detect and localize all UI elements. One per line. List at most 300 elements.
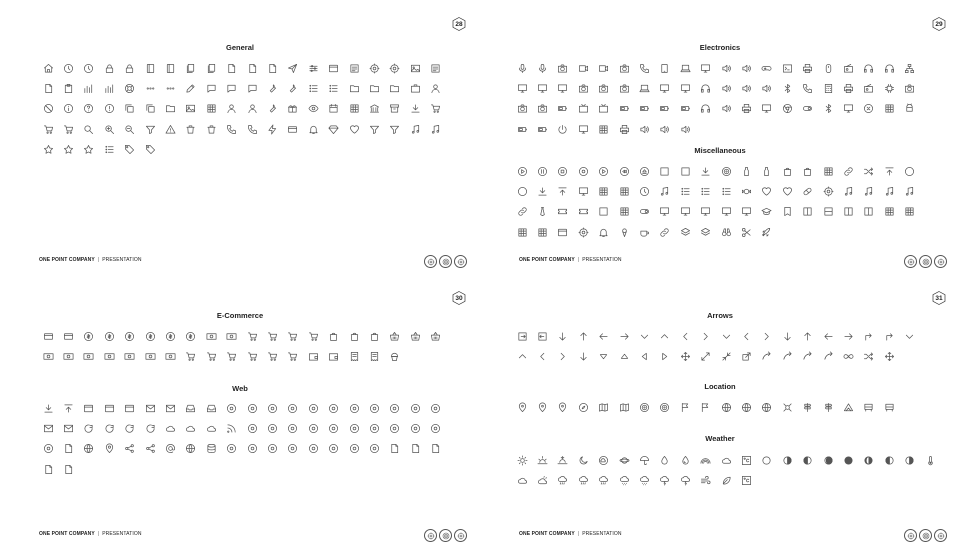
file-icon [222,58,242,78]
money-icon [79,346,99,366]
social-icon [262,398,282,418]
eject-icon [634,161,654,181]
social-icon [242,418,262,438]
celsius-icon [736,450,756,470]
footer-company: ONE POINT COMPANY [519,257,575,263]
phone-icon [242,119,262,139]
calculator-icon [818,78,838,98]
monitor-icon [532,78,552,98]
bus-icon [879,397,899,417]
tv-icon [573,99,593,119]
chat-icon [222,78,242,98]
warning-icon [160,119,180,139]
grid-icon [818,161,838,181]
cloud-snow-icon [614,470,634,490]
lock-icon [120,58,140,78]
inbox-icon [201,398,221,418]
target-icon [634,397,654,417]
chevron-left-icon [532,346,552,366]
tri-up-icon [614,346,634,366]
coin-icon [120,326,140,346]
bank-icon [364,99,384,119]
footer-subtitle: PRESENTATION [102,257,142,263]
section-title-arrows: Arrows [707,311,733,320]
bag-icon [797,161,817,181]
brand-logo-icon [454,529,467,542]
grid-icon [344,99,364,119]
monitor-icon [716,202,736,222]
list-icon [675,181,695,201]
celsius-icon [736,470,756,490]
page-number: 30 [455,294,463,302]
page-number: 31 [935,294,943,302]
brand-logo-icon [424,255,437,268]
social-icon [405,398,425,418]
moon-g2-icon [859,450,879,470]
coin-icon [79,326,99,346]
folder-icon [385,78,405,98]
bottle-icon [736,161,756,181]
arrow-up-icon [797,326,817,346]
user-icon [242,99,262,119]
brand-logo-icon [904,255,917,268]
speaker-icon [716,78,736,98]
gift-icon [283,99,303,119]
video-icon [573,58,593,78]
move-icon [879,346,899,366]
refresh-icon [79,418,99,438]
social-icon [364,439,384,459]
list-icon [303,78,323,98]
footer-separator: | [577,257,580,263]
chevron-right-icon [696,326,716,346]
brand-logo-icon [919,255,932,268]
raindrop-icon [675,450,695,470]
window-icon [99,398,119,418]
turn-icon [859,326,879,346]
cart-icon [303,326,323,346]
link-icon [512,202,532,222]
chevron-down-icon [899,326,919,346]
file-icon [58,459,78,479]
grid-icon [879,99,899,119]
brand-logo-icon [439,255,452,268]
folder-icon [344,78,364,98]
social-icon [262,418,282,438]
moon-half-icon [797,450,817,470]
grid-icon [614,181,634,201]
money-icon [120,346,140,366]
satellite-icon [777,397,797,417]
arrow-down-icon [777,326,797,346]
location-icon [99,439,119,459]
icon-grid-weather [512,450,946,491]
toggle-icon [634,202,654,222]
icon-grid-location [512,397,922,417]
music-icon [899,181,919,201]
radio-icon [838,58,858,78]
files-icon [181,58,201,78]
candy-icon [736,181,756,201]
cloud-icon [716,450,736,470]
bag-icon [344,326,364,346]
copy-icon [140,99,160,119]
dots-icon [140,78,160,98]
battery-icon [655,99,675,119]
money-icon [38,346,58,366]
folder-icon [364,78,384,98]
external-icon [736,346,756,366]
dots-icon [160,78,180,98]
basket-icon [405,326,425,346]
social-icon [385,418,405,438]
mic-icon [532,58,552,78]
help-icon [79,99,99,119]
cloud-rain-icon [594,470,614,490]
brand-logo-icon [904,529,917,542]
social-icon [303,418,323,438]
chevron-down-icon [716,326,736,346]
social-icon [303,439,323,459]
cloud-bolt-icon [675,470,695,490]
music-icon [655,181,675,201]
infinity-icon [838,346,858,366]
section-title-general: General [226,43,254,52]
network-icon [899,58,919,78]
thermo-icon [920,450,940,470]
circle-icon [899,161,919,181]
footer-logos [424,255,467,268]
diamond-icon [323,119,343,139]
database-icon [201,439,221,459]
slide-30 [0,274,480,548]
coin-icon [160,326,180,346]
section-title-electronics: Electronics [699,43,741,52]
chevron-up-icon [655,326,675,346]
social-icon [385,398,405,418]
cupcake-icon [385,346,405,366]
form-icon [425,58,445,78]
archive-icon [385,99,405,119]
printer-icon [736,99,756,119]
toggle-icon [797,99,817,119]
social-icon [283,439,303,459]
coin-icon [99,326,119,346]
upload-icon [879,161,899,181]
battery-icon [512,119,532,139]
link-icon [655,222,675,242]
heart-icon [757,181,777,201]
bag-icon [364,326,384,346]
target-icon [655,397,675,417]
mic-icon [512,58,532,78]
speaker-icon [736,78,756,98]
cloud-rain-icon [573,470,593,490]
globe-icon [181,439,201,459]
expand-icon [696,346,716,366]
chat-icon [201,78,221,98]
monitor-icon [696,202,716,222]
battery-icon [532,119,552,139]
slide-29 [480,0,960,274]
headphones-icon [696,78,716,98]
receipt-icon [344,346,364,366]
stop-icon [553,161,573,181]
chevron-right-icon [553,346,573,366]
basket-icon [385,326,405,346]
social-icon [425,418,445,438]
icecream-icon [614,222,634,242]
zoom-out-icon [120,119,140,139]
search-icon [79,119,99,139]
camera-icon [553,58,573,78]
footer-separator: | [97,257,100,263]
wrench-icon [262,78,282,98]
grid-icon [879,202,899,222]
footer-company: ONE POINT COMPANY [519,531,575,537]
moon-half-icon [879,450,899,470]
wrench-icon [262,99,282,119]
columns-icon [797,202,817,222]
window-icon [79,398,99,418]
zoom-in-icon [99,119,119,139]
download-icon [405,99,425,119]
curve-icon [777,346,797,366]
home-icon [38,58,58,78]
clock-icon [79,58,99,78]
mail-icon [38,418,58,438]
calendar-icon [323,99,343,119]
globe-icon [79,439,99,459]
footer-logos [424,529,467,542]
section-title-location: Location [704,382,736,391]
login-icon [512,326,532,346]
social-icon [364,398,384,418]
wallet-icon [303,346,323,366]
bell-icon [303,119,323,139]
star-icon [79,140,99,160]
pause-icon [532,161,552,181]
file-icon [58,439,78,459]
icon-grid-electronics [512,58,922,140]
page-number-badge [932,17,946,31]
grid-icon [594,119,614,139]
icon-grid-general [38,58,448,160]
upload-icon [58,398,78,418]
share-icon [140,439,160,459]
brand-logo-icon [424,529,437,542]
moon-g-icon [818,450,838,470]
monitor-icon [512,78,532,98]
page-number: 29 [935,20,943,28]
play-icon [512,161,532,181]
power-icon [553,119,573,139]
book-icon [140,58,160,78]
receipt-icon [364,346,384,366]
battery-icon [675,99,695,119]
planet-icon [614,450,634,470]
monitor-icon [838,99,858,119]
move-icon [675,346,695,366]
columns-icon [859,202,879,222]
folder-icon [160,99,180,119]
arrow-left-icon [594,326,614,346]
card-icon [58,326,78,346]
bookmark-icon [777,202,797,222]
footer-subtitle: PRESENTATION [102,531,142,537]
camera-icon [512,99,532,119]
refresh-icon [99,418,119,438]
globe-icon [736,397,756,417]
drop-icon [655,450,675,470]
filter-icon [385,119,405,139]
social-icon [344,398,364,418]
cart-icon [222,346,242,366]
heart-icon [777,181,797,201]
brand-logo-icon [454,255,467,268]
filter-icon [364,119,384,139]
social-icon [323,418,343,438]
money-icon [201,326,221,346]
speaker-icon [634,119,654,139]
bag-icon [777,161,797,181]
cart-icon [242,346,262,366]
arrow-right-icon [838,326,858,346]
rss-icon [222,418,242,438]
radio-icon [859,78,879,98]
settings-icon [364,58,384,78]
arrow-left-icon [818,326,838,346]
printer-icon [797,58,817,78]
square-icon [675,161,695,181]
square-icon [655,161,675,181]
cart-icon [58,119,78,139]
send-icon [283,58,303,78]
social-icon [242,439,262,459]
icon-grid-arrows [512,326,922,367]
tag-icon [140,140,160,160]
social-icon [323,398,343,418]
monitor-icon [553,78,573,98]
file-icon [385,439,405,459]
music-icon [838,181,858,201]
cloud-icon [160,418,180,438]
lifebuoy-icon [120,78,140,98]
grid-icon [201,99,221,119]
bell-icon [594,222,614,242]
arrow-right-icon [614,326,634,346]
footer [39,531,142,537]
bluetooth-icon [777,78,797,98]
basket-icon [425,326,445,346]
brand-logo-icon [934,255,947,268]
mouse-icon [818,58,838,78]
footer-logos [904,529,947,542]
mail-icon [160,398,180,418]
chip-icon [879,78,899,98]
chart-bars-icon [79,78,99,98]
window-icon [323,58,343,78]
shuffle-icon [859,161,879,181]
rows-icon [818,202,838,222]
speaker-icon [716,58,736,78]
copy-icon [120,99,140,119]
square-icon [594,202,614,222]
lock-icon [99,58,119,78]
umbrella-icon [634,450,654,470]
image-icon [405,58,425,78]
social-icon [283,398,303,418]
terminal-icon [777,58,797,78]
monitor-icon [655,78,675,98]
social-icon [222,439,242,459]
download-icon [38,398,58,418]
cart-icon [262,346,282,366]
globe-icon [757,397,777,417]
chart-bars-icon [99,78,119,98]
tri-left-icon [634,346,654,366]
section-title-web: Web [232,384,248,393]
monitor-icon [655,202,675,222]
coin-icon [181,326,201,346]
monitor-icon [736,202,756,222]
grid-icon [594,181,614,201]
grid-icon [614,202,634,222]
page-number-badge [452,17,466,31]
music-icon [425,119,445,139]
social-icon [38,439,58,459]
laptop-icon [675,58,695,78]
social-icon [303,398,323,418]
icon-grid-ecommerce [38,326,448,367]
tie-icon [532,202,552,222]
trash-icon [201,119,221,139]
cart-icon [181,346,201,366]
scissors-icon [736,222,756,242]
layers-icon [696,222,716,242]
grid-icon [512,222,532,242]
wrench-icon [283,78,303,98]
grid-icon [532,222,552,242]
window-icon [553,222,573,242]
eye-icon [303,99,323,119]
money-icon [160,346,180,366]
phone-icon [634,58,654,78]
leaf-icon [716,470,736,490]
section-title-ecommerce: E-Commerce [216,311,264,320]
shrink-icon [716,346,736,366]
footer-subtitle: PRESENTATION [582,257,622,263]
clock-icon [58,58,78,78]
page-number-badge [452,291,466,305]
ban-icon [38,99,58,119]
moon-new-icon [757,450,777,470]
social-icon [405,418,425,438]
camera-icon [614,78,634,98]
slide-28 [0,0,480,274]
cart-icon [262,326,282,346]
chat-icon [242,78,262,98]
signpost-icon [797,397,817,417]
form-icon [344,58,364,78]
grid-icon [899,202,919,222]
mail-icon [140,398,160,418]
pin-icon [532,397,552,417]
logout-icon [532,326,552,346]
cloud-rain-icon [553,470,573,490]
music-icon [859,181,879,201]
user-icon [222,99,242,119]
